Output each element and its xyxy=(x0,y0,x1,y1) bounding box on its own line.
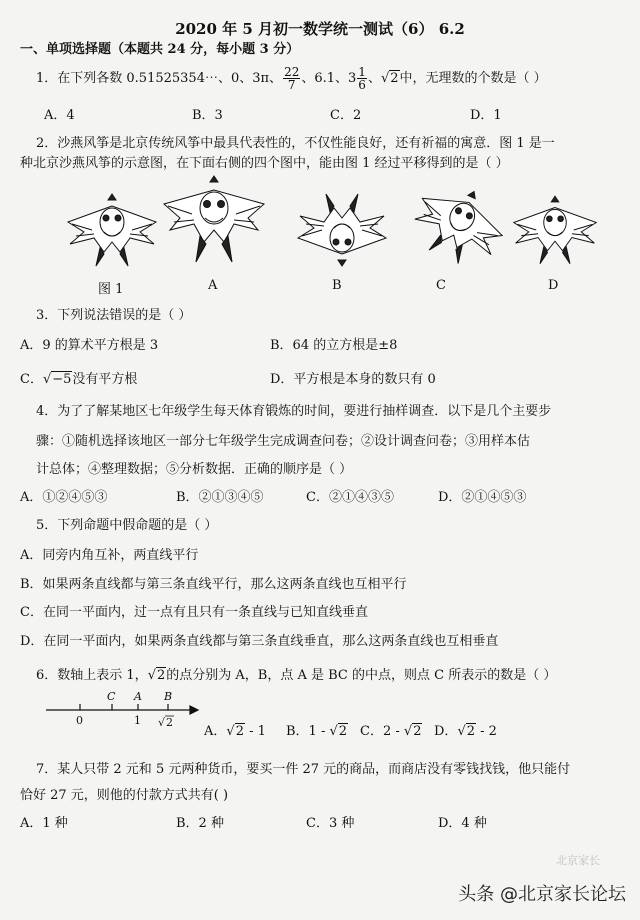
sqrt-icon: √ xyxy=(329,724,338,739)
q3-stem: 3．下列说法错误的是（ ） xyxy=(36,308,192,323)
kite-figure-a xyxy=(160,174,268,266)
q1-sqrt-value: 2 xyxy=(390,71,399,86)
q2-line-1: 2．沙燕风筝是北京传统风筝中最具代表性的，不仅性能良好，还有祈福的寓意．图 1 是一 xyxy=(36,136,555,151)
q5-option-d: D．在同一平面内，如果两条直线都与第三条直线垂直，那么这两条直线也互相垂直 xyxy=(20,634,499,649)
q1-frac2-den: 6 xyxy=(358,78,366,92)
q6-option-c-radicand: 2 xyxy=(413,724,422,739)
q3-option-c-label: C． xyxy=(20,372,43,387)
q6-stem xyxy=(36,664,556,683)
section-heading: 一、单项选择题（本题共 24 分，每小题 3 分） xyxy=(20,42,300,57)
sqrt-icon: √ xyxy=(380,71,390,86)
q7-option-a: A．1 种 xyxy=(20,816,68,831)
q5-stem: 5．下列命题中假命题的是（ ） xyxy=(36,518,218,533)
q1-option-a: A．4 xyxy=(44,108,75,123)
kite-figures xyxy=(0,172,640,272)
page-title: 2020 年 5 月初一数学统一测试（6） 6.2 xyxy=(175,20,465,38)
q3-option-b: B．64 的立方根是±8 xyxy=(270,338,398,353)
q6-option-a xyxy=(204,720,266,739)
q6-option-a-radicand: 2 xyxy=(235,724,244,739)
sqrt-icon: √ xyxy=(158,716,166,729)
q7-option-d: D．4 种 xyxy=(438,816,487,831)
q1-mid: 、6.1、3 xyxy=(301,71,357,86)
q6-option-b-label: B．1 - xyxy=(286,724,330,739)
caption-d: D xyxy=(548,278,559,293)
q6-option-c-label: C．2 - xyxy=(360,724,404,739)
q6-option-d-label: D． xyxy=(434,724,458,739)
q1-prefix: 1．在下列各数 0.51525354⋯、0、3π、 xyxy=(36,71,283,86)
q6-sqrt-value: 2 xyxy=(156,668,166,683)
q4-line-3: 计总体；④整理数据；⑤分析数据．正确的顺序是（ ） xyxy=(36,462,353,477)
q6-option-d-radicand: 2 xyxy=(466,724,476,739)
q1-suffix: 中，无理数的个数是（ ） xyxy=(399,71,547,86)
sqrt-icon: √ xyxy=(226,724,235,739)
q1-frac2-num: 1 xyxy=(358,65,366,79)
caption-b: B xyxy=(332,278,342,293)
q6-option-a-label: A． xyxy=(204,724,227,739)
q7-option-b: B．2 种 xyxy=(176,816,224,831)
q1-option-b: B．3 xyxy=(192,108,223,123)
q4-option-b: B．②①③④⑤ xyxy=(176,490,264,505)
q4-line-1: 4．为了了解某地区七年级学生每天体育锻炼的时间，要进行抽样调查．以下是几个主要步 xyxy=(36,404,552,419)
kite-figure-1 xyxy=(64,192,160,268)
number-line xyxy=(40,688,200,734)
axis-letter-b: B xyxy=(164,690,173,703)
kite-figure-b xyxy=(294,192,390,268)
axis-number-0: 0 xyxy=(76,714,83,727)
q1-option-c: C．2 xyxy=(330,108,362,123)
q6-option-c xyxy=(360,720,422,739)
q5-option-c: C．在同一平面内，过一点有且只有一条直线与已知直线垂直 xyxy=(20,605,368,620)
q7-option-c: C．3 种 xyxy=(306,816,355,831)
q3-option-c-text: 没有平方根 xyxy=(72,372,138,387)
q1-frac1-num: 22 xyxy=(284,65,300,79)
q6-option-b xyxy=(286,720,348,739)
kite-figure-d xyxy=(510,194,600,266)
q4-line-2: 骤：①随机选择该地区一部分七年级学生完成调查问卷；②设计调查问卷；③用样本估 xyxy=(36,434,531,449)
q1-fraction-1-6 xyxy=(357,66,367,91)
q6-option-d xyxy=(434,720,497,739)
sqrt-icon: √ xyxy=(403,724,413,739)
caption-a: A xyxy=(208,278,218,293)
watermark-logo: 北京家长 xyxy=(556,854,600,867)
q2-line-2: 种北京沙燕风筝的示意图，在下面右侧的四个图中，能由图 1 经过平移得到的是（ ） xyxy=(20,156,509,171)
axis-number-1: 1 xyxy=(134,714,141,727)
q5-option-a: A．同旁内角互补，两直线平行 xyxy=(20,548,199,563)
q3-option-d: D．平方根是本身的数只有 0 xyxy=(270,372,436,387)
watermark-text: 头条 @北京家长论坛 xyxy=(458,884,626,905)
q1-option-d: D．1 xyxy=(470,108,502,123)
q5-option-b: B．如果两条直线都与第三条直线平行，那么这两条直线也互相平行 xyxy=(20,577,407,592)
sqrt-icon: √ xyxy=(147,668,156,683)
axis-letter-a: A xyxy=(134,690,142,703)
q1-sep: 、 xyxy=(367,71,381,86)
caption-c: C xyxy=(436,278,446,293)
q3-option-a: A．9 的算术平方根是 3 xyxy=(20,338,159,353)
q4-option-d: D．②①④⑤③ xyxy=(438,490,527,505)
q6-stem-b: 的点分别为 A，B，点 A 是 BC 的中点，则点 C 所表示的数是（ ） xyxy=(166,668,557,683)
q1-fraction-22-7 xyxy=(283,66,300,91)
q6-stem-a: 6．数轴上表示 1， xyxy=(36,668,148,683)
q7-line-1: 7．某人只带 2 元和 5 元两种货币，要买一件 27 元的商品，而商店没有零钱找钱，他只能付 xyxy=(36,762,571,777)
q6-option-b-radicand: 2 xyxy=(338,724,348,739)
sqrt-icon: √ xyxy=(42,372,52,387)
caption-figure-1: 图 1 xyxy=(98,282,124,297)
q6-option-d-tail: - 2 xyxy=(476,724,497,739)
q6-option-a-tail: - 1 xyxy=(244,724,266,739)
q4-option-a: A．①②④⑤③ xyxy=(20,490,108,505)
axis-letter-c: C xyxy=(107,690,116,703)
q4-option-c: C．②①④③⑤ xyxy=(306,490,394,505)
axis-sqrt-value: 2 xyxy=(166,716,173,729)
q3-option-c-radicand: −5 xyxy=(52,372,72,387)
kite-figure-c xyxy=(410,186,506,266)
q1-frac1-den: 7 xyxy=(287,78,296,92)
q7-line-2: 恰好 27 元，则他的付款方式共有( ) xyxy=(20,788,229,803)
sqrt-icon: √ xyxy=(457,724,466,739)
q1-stem xyxy=(36,66,547,91)
q3-option-c xyxy=(20,368,137,387)
